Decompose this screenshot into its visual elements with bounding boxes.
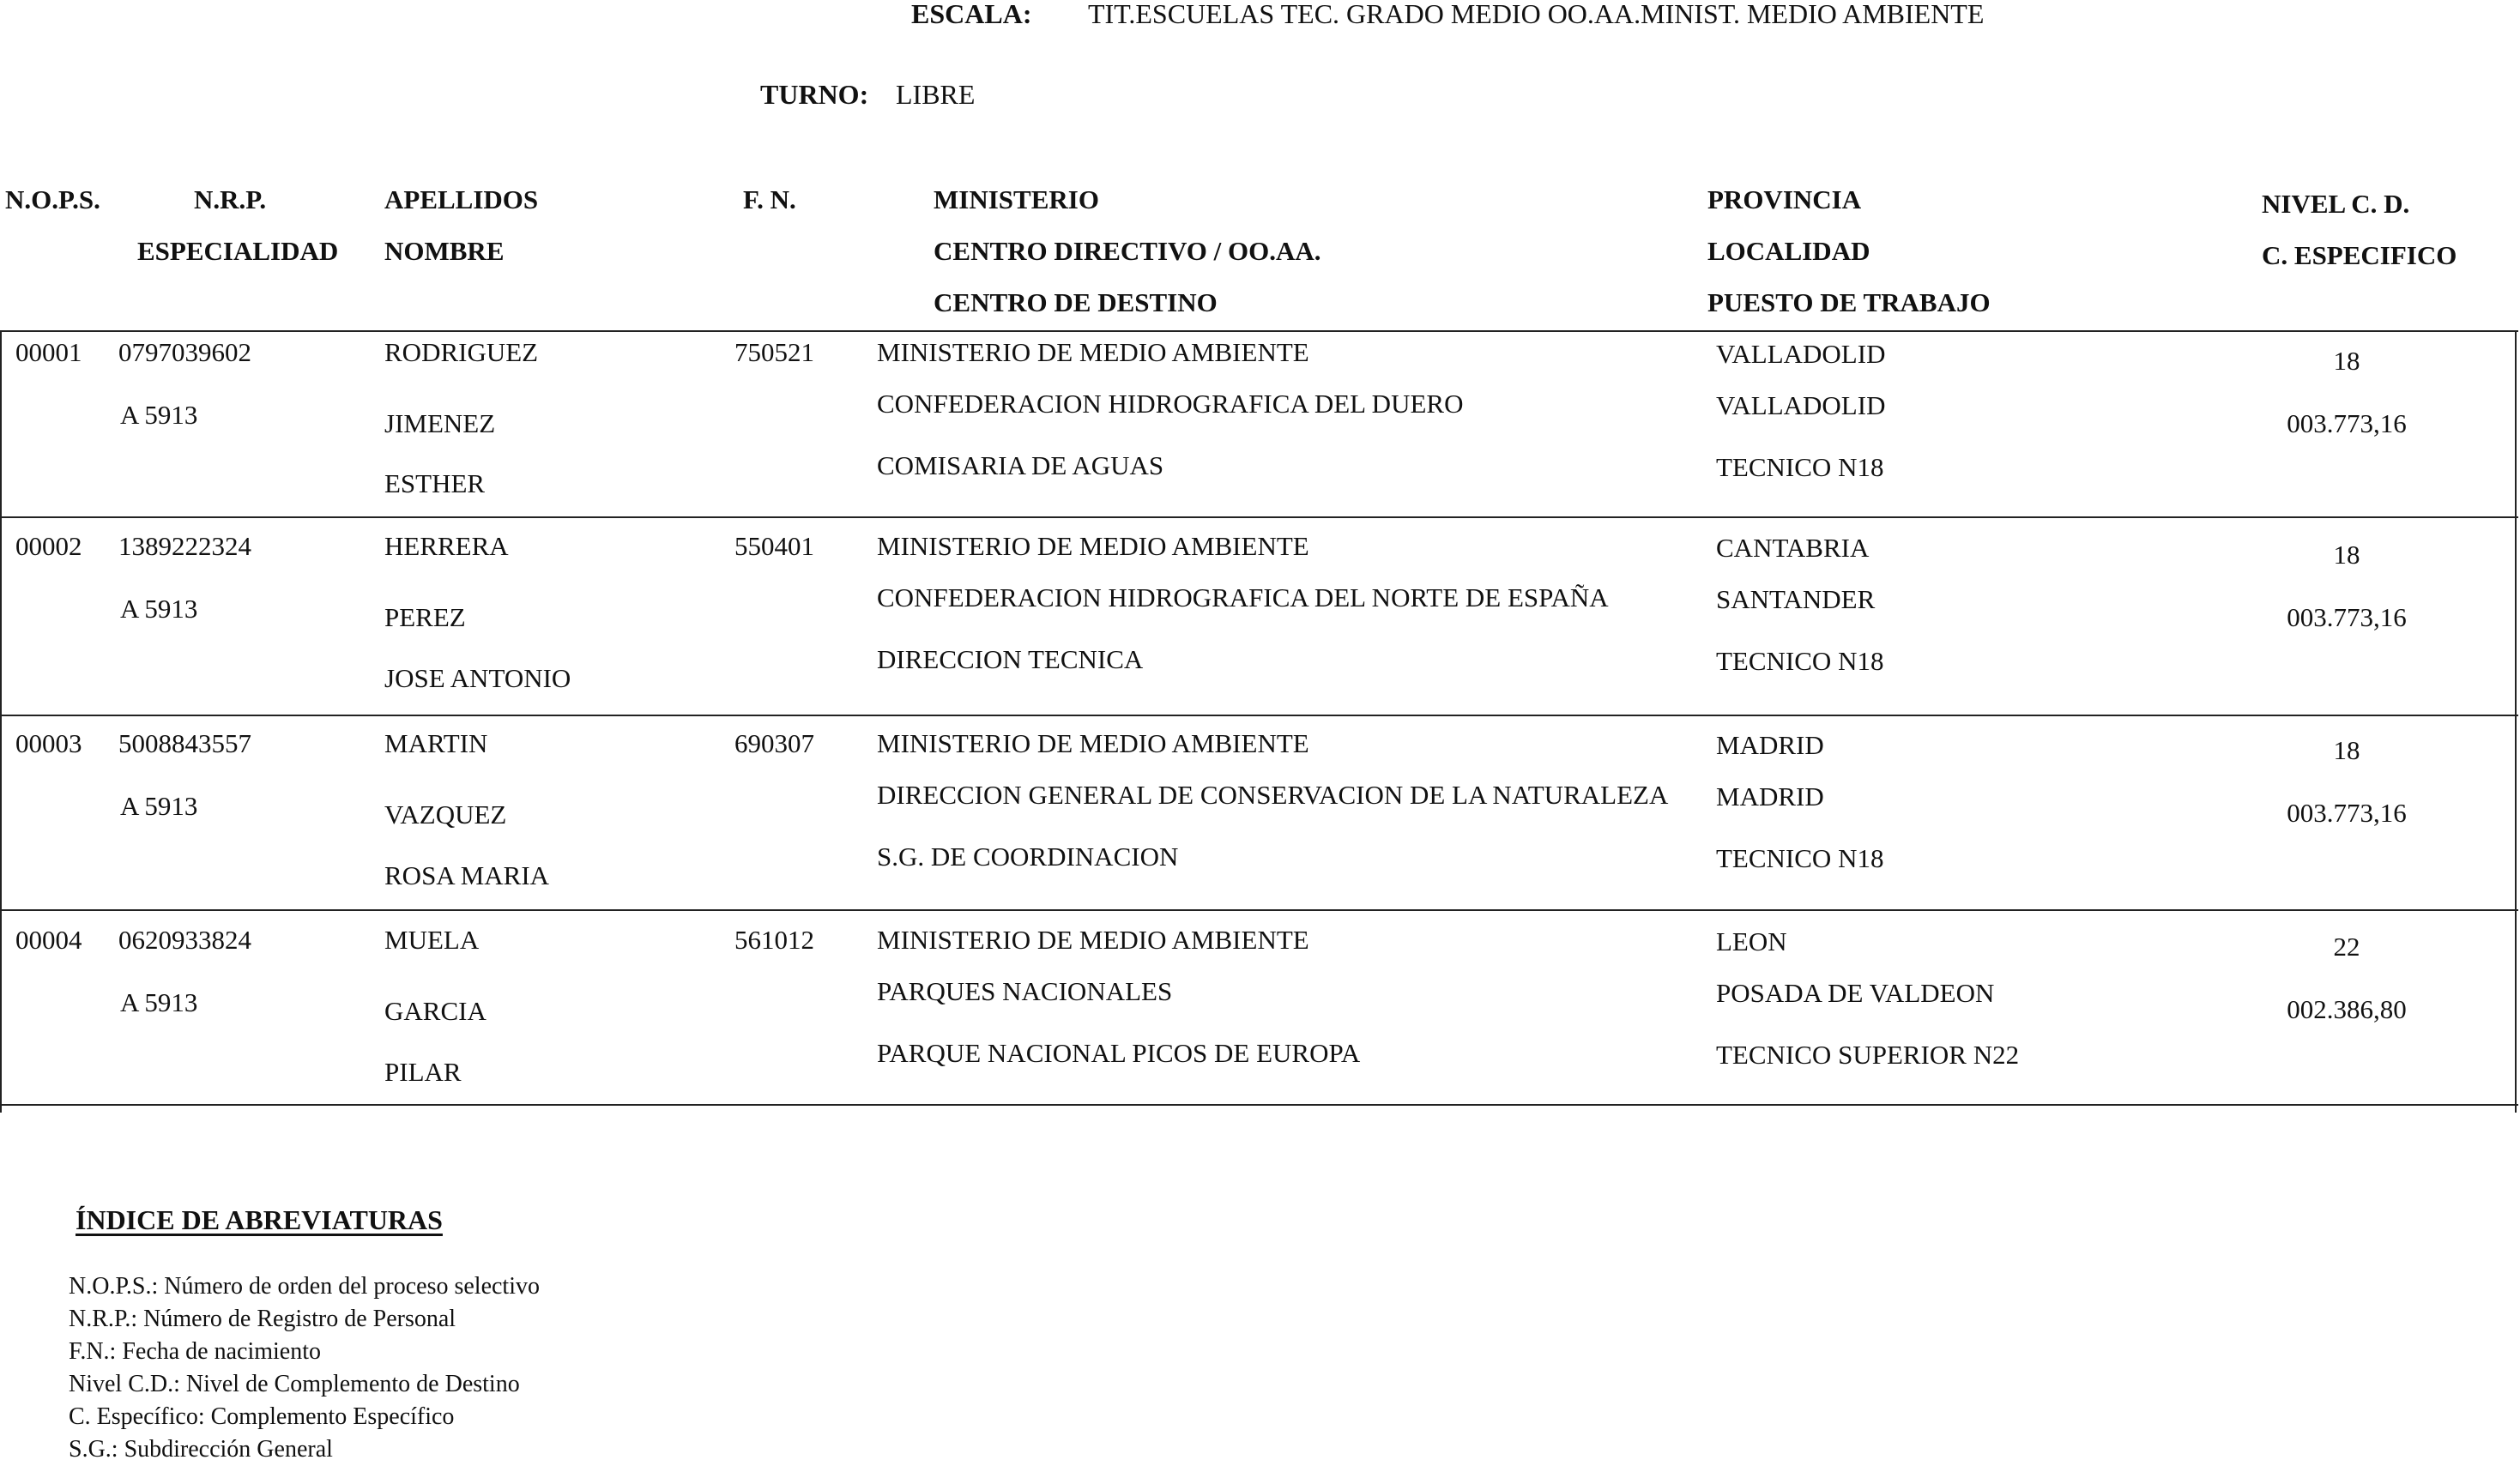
cell-centro-destino: PARQUE NACIONAL PICOS DE EUROPA — [877, 1038, 1361, 1068]
cell-nops: 00004 — [15, 925, 82, 955]
table-left-rule — [0, 330, 2, 1113]
cell-fn: 550401 — [734, 531, 814, 561]
col-nivel: NIVEL C. D. — [2262, 189, 2410, 219]
table-right-rule — [2515, 330, 2517, 1113]
col-provincia: PROVINCIA — [1707, 184, 1862, 214]
cell-fn: 750521 — [734, 337, 814, 367]
cell-centro-directivo: PARQUES NACIONALES — [877, 976, 1173, 1006]
col-centro-directivo: CENTRO DIRECTIVO / OO.AA. — [934, 236, 1321, 266]
cell-puesto: TECNICO SUPERIOR N22 — [1716, 1040, 2020, 1070]
cell-especialidad: A 5913 — [120, 791, 198, 821]
cell-ministerio: MINISTERIO DE MEDIO AMBIENTE — [877, 925, 1309, 955]
cell-apellido1: HERRERA — [384, 531, 509, 561]
col-nrp: N.R.P. — [194, 184, 267, 214]
cell-apellido1: MUELA — [384, 925, 480, 955]
cell-centro-destino: DIRECCION TECNICA — [877, 644, 1144, 674]
turno-label: TURNO: — [760, 79, 869, 110]
cell-especialidad: A 5913 — [120, 594, 198, 624]
escala-label: ESCALA: — [911, 0, 1032, 29]
cell-apellido1: RODRIGUEZ — [384, 337, 539, 367]
cell-localidad: VALLADOLID — [1716, 390, 1886, 420]
cell-nivel: 18 — [2333, 346, 2360, 376]
col-puesto: PUESTO DE TRABAJO — [1707, 287, 1991, 317]
cell-fn: 561012 — [734, 925, 814, 955]
cell-provincia: LEON — [1716, 926, 1787, 956]
cell-nombre: ESTHER — [384, 468, 486, 498]
cell-apellido2: PEREZ — [384, 602, 466, 632]
col-centro-destino: CENTRO DE DESTINO — [934, 287, 1218, 317]
cell-nivel: 22 — [2333, 932, 2360, 962]
cell-nombre: JOSE ANTONIO — [384, 663, 571, 693]
col-nops: N.O.P.S. — [5, 184, 100, 214]
cell-ministerio: MINISTERIO DE MEDIO AMBIENTE — [877, 337, 1309, 367]
abbreviation-item: Nivel C.D.: Nivel de Complemento de Destino — [69, 1371, 520, 1397]
cell-puesto: TECNICO N18 — [1716, 452, 1884, 482]
cell-nrp: 1389222324 — [118, 531, 251, 561]
col-apellidos: APELLIDOS — [384, 184, 539, 214]
cell-localidad: MADRID — [1716, 781, 1824, 811]
cell-ministerio: MINISTERIO DE MEDIO AMBIENTE — [877, 531, 1309, 561]
cell-centro-directivo: CONFEDERACION HIDROGRAFICA DEL NORTE DE ESPAÑA — [877, 582, 1609, 612]
cell-apellido2: JIMENEZ — [384, 408, 496, 438]
abbreviation-item: S.G.: Subdirección General — [69, 1436, 333, 1463]
cell-nivel: 18 — [2333, 540, 2360, 570]
col-ministerio: MINISTERIO — [934, 184, 1099, 214]
cell-nops: 00002 — [15, 531, 82, 561]
cell-especifico: 003.773,16 — [2287, 408, 2407, 438]
cell-puesto: TECNICO N18 — [1716, 843, 1884, 873]
abbreviation-item: C. Específico: Complemento Específico — [69, 1403, 455, 1430]
table-top-rule — [0, 330, 2518, 332]
abbreviation-item: N.R.P.: Número de Registro de Personal — [69, 1306, 456, 1332]
escala-value: TIT.ESCUELAS TEC. GRADO MEDIO OO.AA.MINIST. MEDIO AMBIENTE — [1088, 0, 1985, 29]
cell-provincia: CANTABRIA — [1716, 533, 1870, 563]
cell-nrp: 5008843557 — [118, 728, 251, 758]
cell-provincia: MADRID — [1716, 730, 1824, 760]
col-fn: F. N. — [743, 184, 796, 214]
col-especialidad: ESPECIALIDAD — [137, 236, 339, 266]
cell-especialidad: A 5913 — [120, 400, 198, 430]
cell-apellido2: GARCIA — [384, 996, 486, 1026]
cell-nombre: ROSA MARIA — [384, 860, 550, 890]
cell-nrp: 0620933824 — [118, 925, 251, 955]
cell-nrp: 0797039602 — [118, 337, 251, 367]
row-divider — [0, 715, 2518, 716]
cell-centro-destino: S.G. DE COORDINACION — [877, 842, 1179, 872]
row-divider — [0, 516, 2518, 518]
turno-value: LIBRE — [896, 79, 976, 110]
cell-nops: 00001 — [15, 337, 82, 367]
col-localidad: LOCALIDAD — [1707, 236, 1870, 266]
abbreviations-title: ÍNDICE DE ABREVIATURAS — [76, 1204, 443, 1235]
cell-nivel: 18 — [2333, 735, 2360, 765]
cell-localidad: POSADA DE VALDEON — [1716, 978, 1995, 1008]
cell-especialidad: A 5913 — [120, 987, 198, 1017]
cell-apellido1: MARTIN — [384, 728, 488, 758]
cell-especifico: 003.773,16 — [2287, 602, 2407, 632]
abbreviation-item: N.O.P.S.: Número de orden del proceso selectivo — [69, 1273, 540, 1300]
table-bottom-rule — [0, 1104, 2518, 1106]
cell-nops: 00003 — [15, 728, 82, 758]
cell-apellido2: VAZQUEZ — [384, 799, 507, 830]
cell-ministerio: MINISTERIO DE MEDIO AMBIENTE — [877, 728, 1309, 758]
cell-centro-directivo: CONFEDERACION HIDROGRAFICA DEL DUERO — [877, 389, 1464, 419]
row-divider — [0, 909, 2518, 911]
cell-fn: 690307 — [734, 728, 814, 758]
cell-puesto: TECNICO N18 — [1716, 646, 1884, 676]
col-nombre: NOMBRE — [384, 236, 505, 266]
cell-localidad: SANTANDER — [1716, 584, 1876, 614]
col-especifico: C. ESPECIFICO — [2262, 240, 2457, 270]
cell-centro-directivo: DIRECCION GENERAL DE CONSERVACION DE LA NATURALEZA — [877, 780, 1669, 810]
cell-especifico: 003.773,16 — [2287, 798, 2407, 828]
abbreviation-item: F.N.: Fecha de nacimiento — [69, 1338, 322, 1365]
cell-nombre: PILAR — [384, 1057, 462, 1087]
cell-centro-destino: COMISARIA DE AGUAS — [877, 450, 1164, 480]
cell-especifico: 002.386,80 — [2287, 994, 2407, 1024]
cell-provincia: VALLADOLID — [1716, 339, 1886, 369]
